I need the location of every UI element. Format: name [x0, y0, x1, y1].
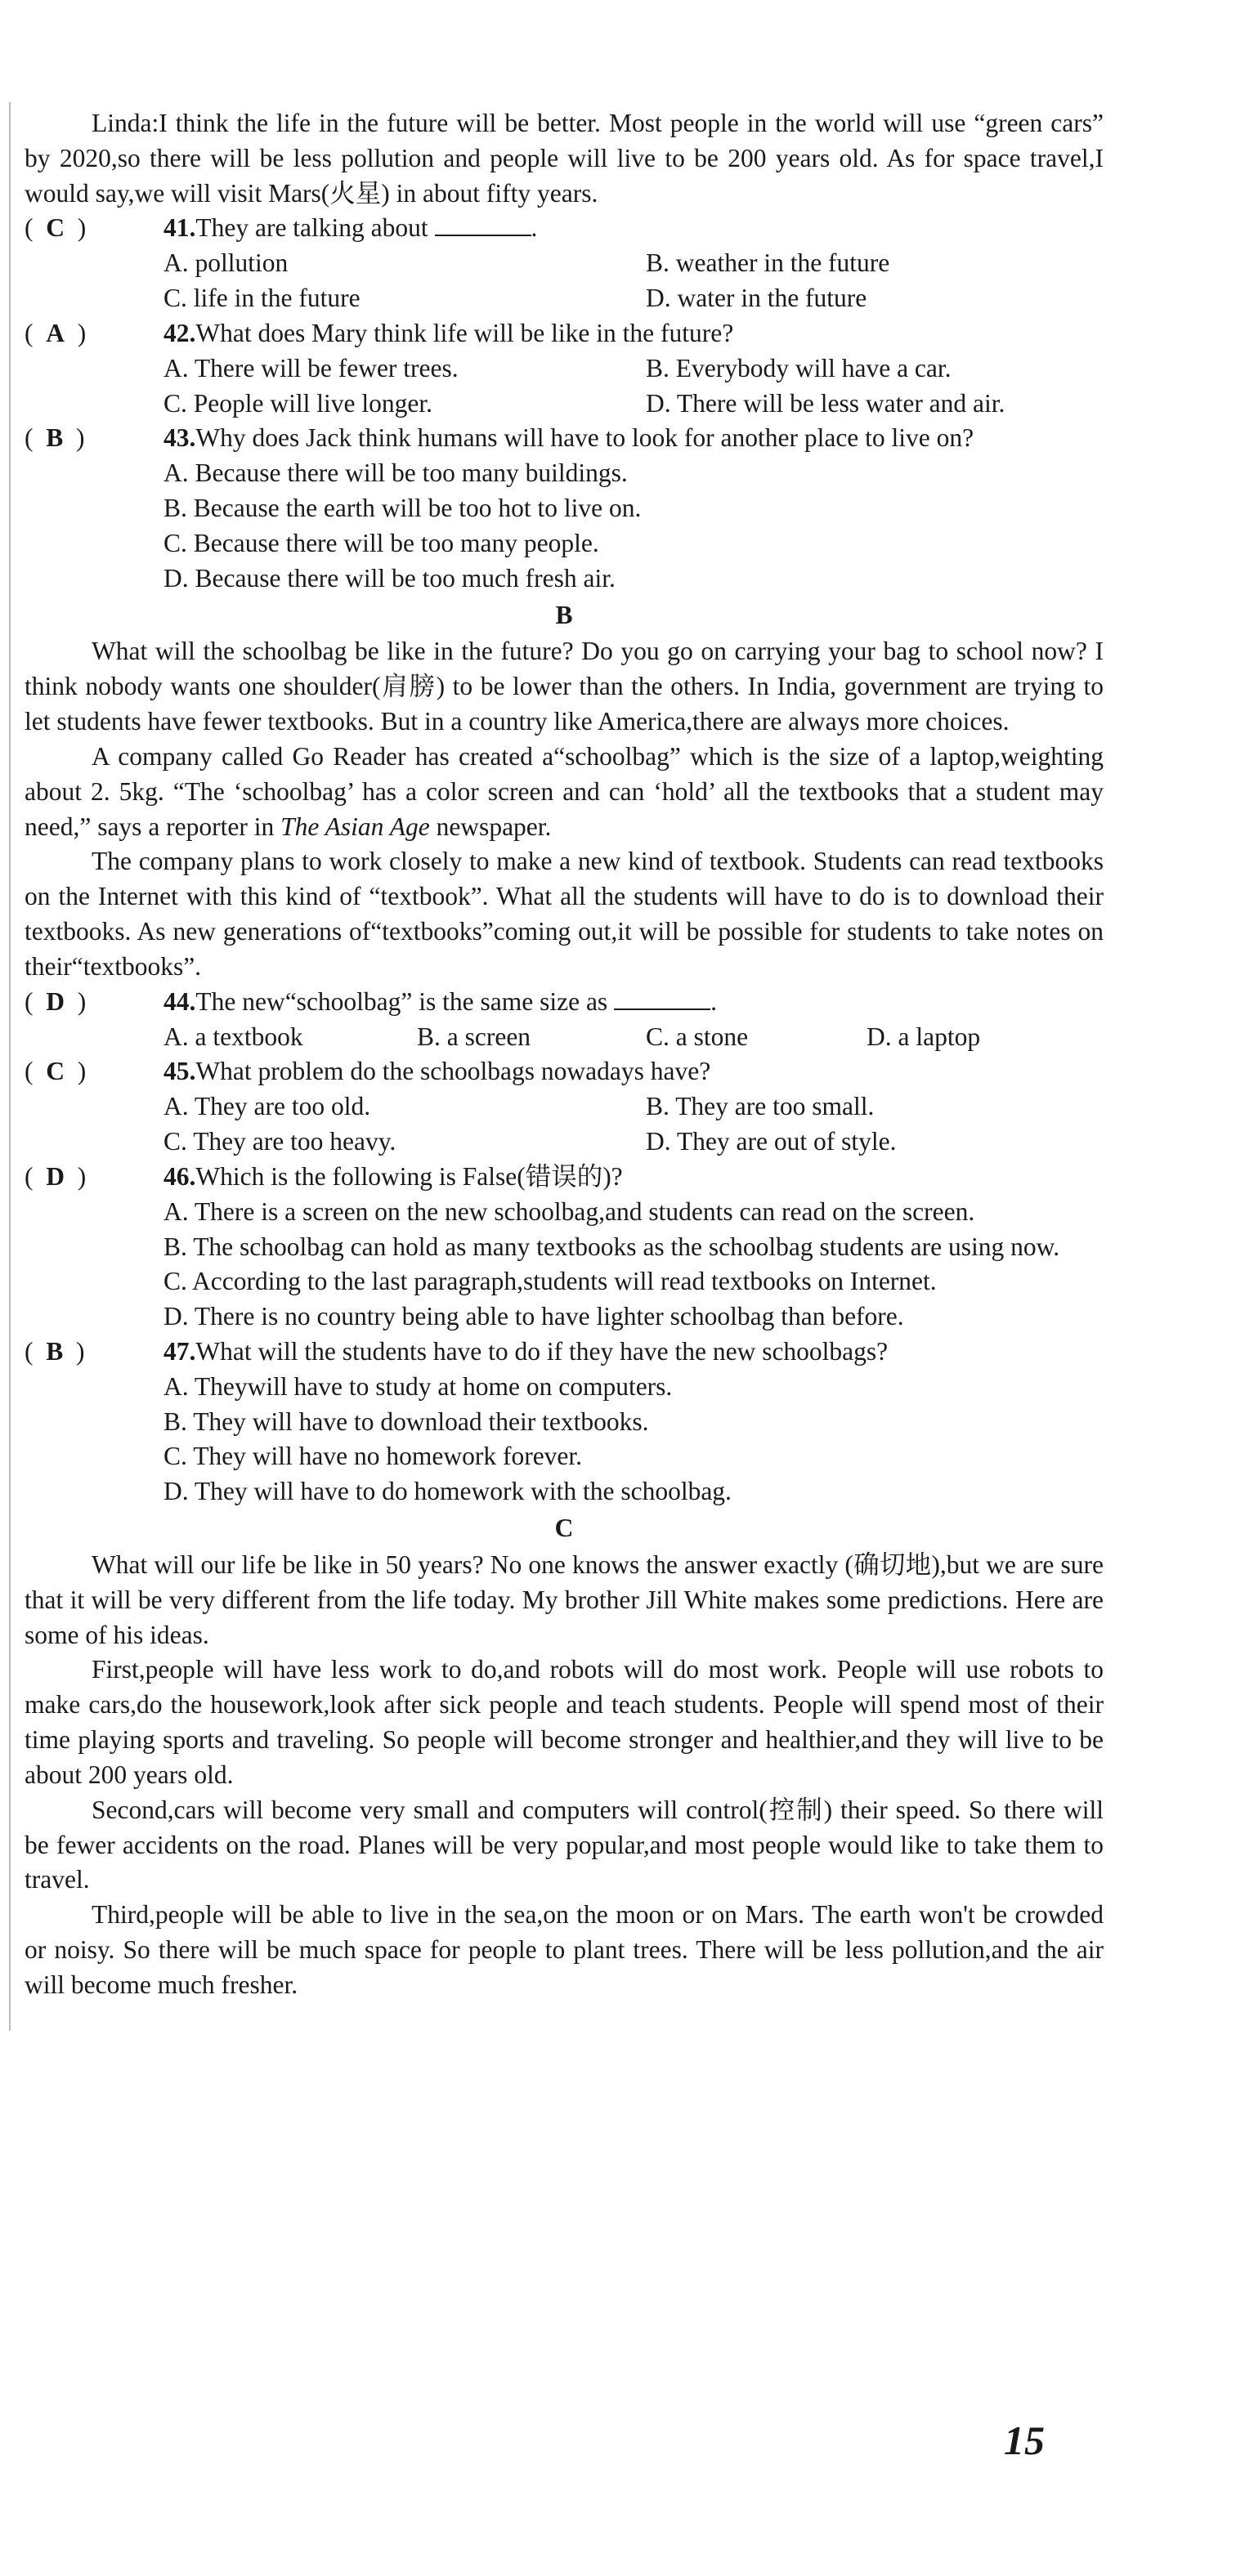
question-46: ( D ) 46.Which is the following is False(错误的)? [25, 1161, 623, 1191]
passage-b-p3: The company plans to work closely to make a new kind of textbook. Students can read textbooks on the Internet with this kind of “textbook”. What all the students will have to do is to download their textbooks. As new generations of“textbooks”coming out,it will be possible for students to take notes on their“textbooks”. [25, 847, 1104, 981]
option-a: A. Theywill have to study at home on computers. [163, 1371, 673, 1401]
option-c: C. Because there will be too many people. [163, 528, 599, 557]
answer-blank [614, 986, 710, 1010]
answer-44: D [46, 986, 65, 1016]
option-d: D. water in the future [646, 284, 867, 313]
option-d: D. They are out of style. [646, 1127, 897, 1156]
option-c: C. They will have no homework forever. [163, 1442, 583, 1471]
answer-47: B [46, 1336, 64, 1366]
question-44: ( D ) 44.The new“schoolbag” is the same size as . [25, 986, 717, 1016]
option-a: A. pollution [163, 248, 289, 278]
option-d: D. They will have to do homework with the schoolbag. [163, 1477, 732, 1506]
question-43-text: Why does Jack think humans will have to look for another place to live on? [195, 423, 974, 453]
passage-a-tail: Linda:I think the life in the future will be better. Most people in the world will use “green cars” by 2020,so there will be less pollution and people will live to be 200 years old. As for space travel,I would say,we will visit Mars(火星) in about fifty years. [25, 109, 1104, 208]
passage-c-p3: Second,cars will become very small and computers will control(控制) their speed. So there will be fewer accidents on the road. Planes will be very popular,and most people would like to take them to travel. [25, 1795, 1104, 1894]
option-c: C. They are too heavy. [163, 1127, 396, 1156]
answer-42: A [46, 318, 65, 347]
question-47-text: What will the students have to do if they have the new schoolbags? [195, 1336, 889, 1366]
option-d: D. There will be less water and air. [646, 388, 1005, 418]
answer-46: D [46, 1161, 65, 1191]
passage-b-p1: What will the schoolbag be like in the future? Do you go on carrying your bag to school now? I think nobody wants one shoulder(肩膀) to be lower than the others. In India, government are trying to let students have fewer textbooks. But in a country like America,there are always more choices. [25, 637, 1104, 736]
section-c-title: C [554, 1514, 574, 1543]
question-41-text: They are talking about [195, 213, 428, 243]
option-c: C. People will live longer. [163, 388, 432, 418]
question-44-text: The new“schoolbag” is the same size as [195, 986, 608, 1016]
option-b: B. Everybody will have a car. [646, 353, 952, 382]
option-c: C. life in the future [163, 284, 361, 313]
options-45 [163, 1089, 1104, 1160]
question-45: ( C ) 45.What problem do the schoolbags nowadays have? [25, 1057, 711, 1086]
option-b: B. They will have to download their textbooks. [163, 1407, 649, 1436]
option-d: D. There is no country being able to have lighter schoolbag than before. [163, 1302, 904, 1331]
option-d: D. Because there will be too much fresh air. [163, 563, 616, 593]
option-b: B. Because the earth will be too hot to live on. [163, 494, 642, 523]
option-a: A. There will be fewer trees. [163, 353, 459, 382]
option-d: D. a laptop [867, 1022, 981, 1051]
question-47: ( B ) 47.What will the students have to do if they have the new schoolbags? [25, 1336, 889, 1366]
option-a: A. a textbook [163, 1022, 303, 1051]
passage-c-p1: What will our life be like in 50 years? No one knows the answer exactly (确切地),but we are sure that it will be very different from the life today. My brother Jill White makes some predictions. Here are some of his ideas. [25, 1550, 1104, 1649]
passage-c-p2: First,people will have less work to do,and robots will do most work. People will use robots to make cars,do the housework,look after sick people and teach students. People will spend most of their time playing sports and traveling. So people will become stronger and healthier,and they will live to be about 200 years old. [25, 1655, 1104, 1789]
answer-blank [435, 212, 531, 236]
option-b: B. weather in the future [646, 248, 890, 278]
question-46-text: Which is the following is False(错误的)? [195, 1161, 623, 1191]
option-a: A. There is a screen on the new schoolbag,and students can read on the screen. [163, 1196, 975, 1226]
question-42-text: What does Mary think life will be like in the future? [195, 318, 734, 347]
options-41 [163, 246, 1104, 316]
section-b-title: B [555, 600, 573, 629]
question-45-text: What problem do the schoolbags nowadays have? [195, 1057, 711, 1086]
question-43: ( B ) 43.Why does Jack think humans will have to look for another place to live on? [25, 423, 974, 453]
options-42 [163, 351, 1104, 422]
answer-41: C [46, 213, 65, 243]
answer-45: C [46, 1057, 65, 1086]
option-b: B. They are too small. [646, 1092, 875, 1121]
option-b: B. a screen [417, 1022, 531, 1051]
passage-c-p4: Third,people will be able to live in the sea,on the moon or on Mars. The earth won't be crowded or noisy. So there will be much space for people to plant trees. There will be less pollution,and the air will become much fresher. [25, 1900, 1104, 1999]
option-a: A. They are too old. [163, 1092, 371, 1121]
option-c: C. According to the last paragraph,students will read textbooks on Internet. [163, 1267, 937, 1296]
options-44 [163, 1020, 1104, 1055]
question-42: ( A ) 42.What does Mary think life will be like in the future? [25, 318, 734, 347]
passage-b-p2: A company called Go Reader has created a“schoolbag” which is the size of a laptop,weighting about 2. 5kg. “The ‘schoolbag’ has a color screen and can ‘hold’ all the textbooks that a student may need,” says a reporter in The Asian Age newspaper. [25, 741, 1104, 841]
option-b: B. The schoolbag can hold as many textbooks as the schoolbag students are using now. [163, 1232, 1060, 1261]
worksheet-page [25, 106, 1104, 2003]
margin-rule [9, 102, 11, 2031]
question-41: ( C ) 41.They are talking about . [25, 213, 538, 243]
answer-43: B [46, 423, 64, 453]
page-number: 15 [1004, 2417, 1045, 2463]
newspaper-title: The Asian Age [280, 812, 430, 841]
option-c: C. a stone [646, 1022, 749, 1051]
option-a: A. Because there will be too many buildings. [163, 458, 628, 488]
